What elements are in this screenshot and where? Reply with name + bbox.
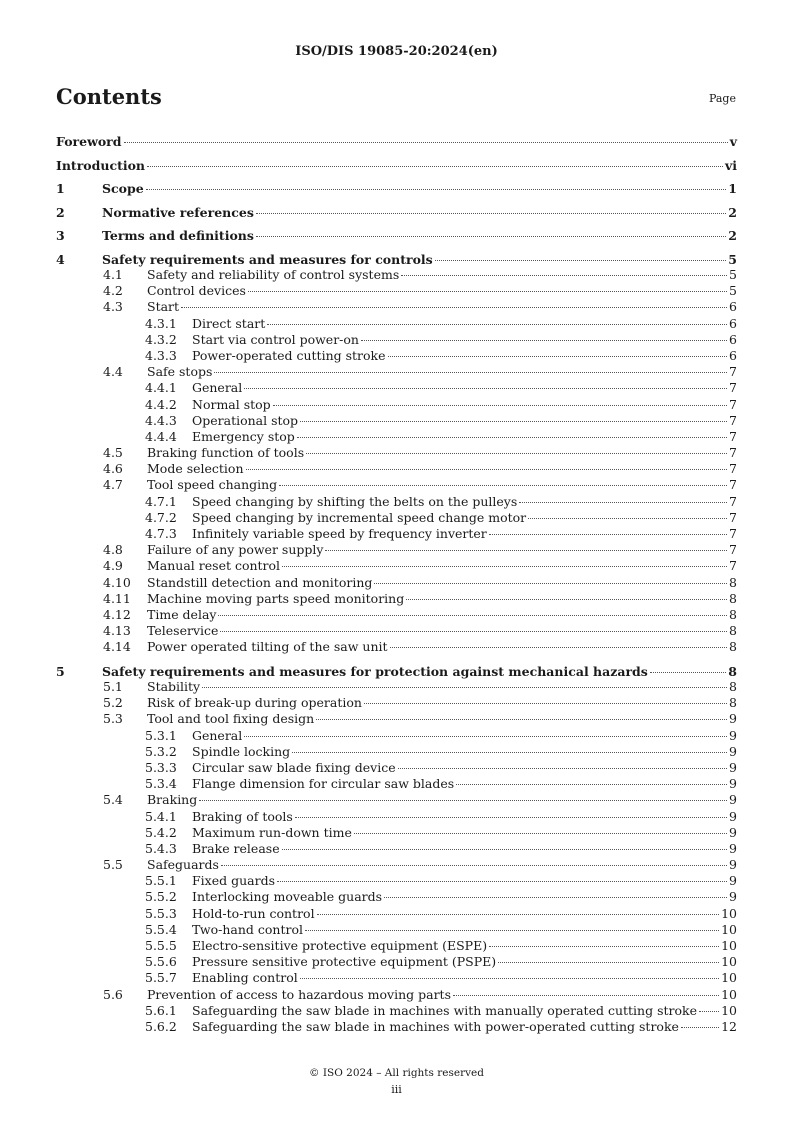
toc-entry[interactable] bbox=[56, 1003, 737, 1019]
table-of-contents bbox=[56, 130, 737, 1035]
toc-entry[interactable] bbox=[56, 177, 737, 201]
toc-entry-title: Introduction bbox=[56, 157, 146, 173]
toc-entry[interactable] bbox=[56, 728, 737, 744]
toc-entry[interactable] bbox=[56, 711, 737, 727]
toc-dot-leader bbox=[650, 672, 726, 673]
toc-entry-number: 5.6 bbox=[103, 986, 123, 1002]
toc-dot-leader bbox=[498, 962, 719, 963]
toc-entry[interactable] bbox=[56, 938, 737, 954]
toc-entry-page: 7 bbox=[729, 396, 737, 412]
toc-dot-leader bbox=[214, 372, 727, 373]
toc-entry[interactable] bbox=[56, 201, 737, 225]
toc-entry-number: 4.3.3 bbox=[145, 347, 177, 363]
toc-entry-page: 9 bbox=[729, 824, 737, 840]
toc-entry-page: 7 bbox=[729, 380, 737, 396]
toc-entry-page: 8 bbox=[729, 679, 737, 694]
toc-dot-leader bbox=[221, 865, 727, 866]
toc-entry-number: 4.7.1 bbox=[145, 493, 177, 509]
toc-entry[interactable] bbox=[56, 510, 737, 526]
toc-entry-number: 4.10 bbox=[103, 574, 131, 590]
toc-entry-page: 8 bbox=[729, 574, 737, 590]
toc-entry-page: 6 bbox=[729, 299, 737, 315]
toc-entry[interactable] bbox=[56, 332, 737, 348]
toc-entry[interactable] bbox=[56, 224, 737, 248]
toc-dot-leader bbox=[528, 518, 727, 519]
toc-entry-number: 1 bbox=[56, 181, 65, 196]
toc-entry-page: 9 bbox=[729, 857, 737, 873]
toc-dot-leader bbox=[453, 995, 719, 996]
toc-dot-leader bbox=[374, 583, 727, 584]
toc-entry-title: Tool and tool fixing design bbox=[147, 711, 315, 727]
toc-entry-page: 9 bbox=[729, 776, 737, 792]
toc-entry[interactable] bbox=[56, 607, 737, 623]
toc-entry-number: 5.5 bbox=[103, 857, 123, 873]
toc-entry-page: 6 bbox=[729, 331, 737, 347]
toc-entry-page: 7 bbox=[729, 493, 737, 509]
toc-entry-page: vi bbox=[724, 157, 737, 173]
toc-entry-title: General bbox=[192, 380, 243, 396]
toc-entry[interactable] bbox=[56, 695, 737, 711]
toc-entry-page: 1 bbox=[728, 181, 737, 196]
toc-entry-number: 4.13 bbox=[103, 623, 131, 639]
toc-entry-number: 4.6 bbox=[103, 461, 123, 477]
toc-entry-number: 3 bbox=[56, 228, 65, 243]
toc-entry-page: 10 bbox=[721, 954, 737, 970]
toc-entry[interactable] bbox=[56, 542, 737, 558]
toc-entry-number: 4.7.3 bbox=[145, 526, 177, 541]
toc-entry-number: 4.14 bbox=[103, 639, 131, 655]
toc-entry-title: Manual reset control bbox=[147, 558, 281, 574]
toc-entry-page: 6 bbox=[729, 315, 737, 331]
toc-dot-leader bbox=[317, 914, 720, 915]
toc-entry-title: Braking bbox=[147, 792, 198, 808]
toc-dot-leader bbox=[388, 356, 728, 357]
toc-dot-leader bbox=[364, 703, 727, 704]
toc-dot-leader bbox=[181, 307, 727, 308]
toc-entry[interactable] bbox=[56, 348, 737, 364]
toc-entry-number: 4.4.1 bbox=[145, 380, 177, 396]
toc-entry-title: Maximum run-down time bbox=[192, 824, 352, 840]
toc-entry-page: 7 bbox=[729, 445, 737, 461]
toc-entry-title: Power operated tilting of the saw unit bbox=[147, 639, 388, 655]
toc-entry[interactable] bbox=[56, 130, 737, 154]
toc-entry-title: Electro-sensitive protective equipment (ESPE) bbox=[192, 938, 488, 953]
toc-entry-title: Enabling control bbox=[192, 970, 298, 986]
toc-entry-number: 5.5.3 bbox=[145, 905, 177, 921]
toc-entry-number: 5.3.2 bbox=[145, 743, 177, 759]
toc-entry-number: 4.4 bbox=[103, 364, 123, 380]
toc-entry-title: Circular saw blade fixing device bbox=[192, 759, 396, 775]
toc-entry-number: 5.5.4 bbox=[145, 921, 177, 937]
toc-dot-leader bbox=[244, 736, 727, 737]
toc-dot-leader bbox=[681, 1027, 719, 1028]
toc-entry-page: 9 bbox=[729, 840, 737, 856]
toc-dot-leader bbox=[248, 291, 727, 292]
page-column-label: Page bbox=[708, 92, 736, 105]
toc-dot-leader bbox=[295, 817, 727, 818]
toc-entry-title: General bbox=[192, 727, 243, 743]
toc-entry-page: 10 bbox=[721, 905, 737, 921]
copyright-notice: © ISO 2024 – All rights reserved bbox=[309, 1067, 484, 1079]
toc-entry-page: 9 bbox=[729, 711, 737, 727]
toc-dot-leader bbox=[390, 647, 728, 648]
toc-entry-title: Flange dimension for circular saw blades bbox=[192, 776, 455, 792]
toc-dot-leader bbox=[273, 405, 727, 406]
toc-dot-leader bbox=[489, 946, 719, 947]
toc-entry-page: 7 bbox=[729, 509, 737, 525]
toc-entry-number: 5.1 bbox=[103, 679, 123, 694]
toc-entry-page: 7 bbox=[729, 542, 737, 558]
toc-entry-page: 7 bbox=[729, 364, 737, 380]
toc-entry-title: Safeguarding the saw blade in machines with power-operated cutting stroke bbox=[192, 1018, 679, 1034]
toc-entry[interactable] bbox=[56, 744, 737, 760]
toc-entry-title: Time delay bbox=[147, 606, 217, 622]
toc-dot-leader bbox=[199, 800, 727, 801]
toc-entry[interactable] bbox=[56, 429, 737, 445]
toc-entry-number: 4.1 bbox=[103, 267, 123, 282]
toc-dot-leader bbox=[124, 142, 728, 143]
toc-dot-leader bbox=[384, 897, 727, 898]
toc-entry-page: 2 bbox=[728, 228, 737, 243]
toc-entry-number: 4.8 bbox=[103, 542, 123, 558]
toc-entry-page: 12 bbox=[721, 1018, 737, 1034]
toc-entry-number: 4.7 bbox=[103, 477, 123, 493]
toc-entry-title: Safety requirements and measures for protection against mechanical hazards bbox=[102, 663, 648, 679]
toc-entry-number: 5.4 bbox=[103, 792, 123, 808]
toc-entry[interactable] bbox=[56, 154, 737, 178]
toc-entry[interactable] bbox=[56, 873, 737, 889]
toc-entry-number: 4.3.1 bbox=[145, 315, 177, 331]
toc-entry-title: Safe stops bbox=[147, 364, 213, 380]
toc-entry-page: 9 bbox=[729, 792, 737, 808]
toc-entry-page: 8 bbox=[729, 606, 737, 622]
toc-dot-leader bbox=[354, 833, 727, 834]
toc-entry[interactable] bbox=[56, 316, 737, 332]
toc-entry-title: Start via control power-on bbox=[192, 331, 359, 347]
toc-entry-page: 9 bbox=[729, 873, 737, 889]
toc-entry[interactable] bbox=[56, 591, 737, 607]
toc-entry[interactable] bbox=[56, 987, 737, 1003]
toc-dot-leader bbox=[218, 615, 727, 616]
toc-entry[interactable] bbox=[56, 558, 737, 574]
toc-entry[interactable] bbox=[56, 792, 737, 808]
toc-entry-number: 4 bbox=[56, 251, 65, 267]
toc-entry-title: Pressure sensitive protective equipment (PSPE) bbox=[192, 954, 497, 970]
toc-entry[interactable] bbox=[56, 397, 737, 413]
toc-entry-title: Teleservice bbox=[147, 623, 219, 639]
toc-entry-number: 5.6.2 bbox=[145, 1018, 177, 1034]
toc-entry[interactable] bbox=[56, 776, 737, 792]
toc-dot-leader bbox=[282, 849, 727, 850]
toc-dot-leader bbox=[300, 421, 727, 422]
toc-entry[interactable] bbox=[56, 857, 737, 873]
toc-entry[interactable] bbox=[56, 526, 737, 542]
toc-entry-number: 5 bbox=[56, 663, 65, 679]
toc-entry-title: Stability bbox=[147, 679, 201, 694]
toc-entry[interactable] bbox=[56, 760, 737, 776]
toc-entry-title: Speed changing by incremental speed change motor bbox=[192, 509, 527, 525]
toc-entry-title: Mode selection bbox=[147, 461, 244, 477]
toc-entry[interactable] bbox=[56, 889, 737, 905]
toc-entry-title: Normal stop bbox=[192, 396, 271, 412]
toc-entry[interactable] bbox=[56, 477, 737, 493]
toc-entry[interactable] bbox=[56, 623, 737, 639]
toc-entry-number: 5.4.1 bbox=[145, 808, 177, 824]
toc-entry-page: 6 bbox=[729, 347, 737, 363]
toc-entry-page: 7 bbox=[729, 526, 737, 541]
toc-entry[interactable] bbox=[56, 283, 737, 299]
toc-dot-leader bbox=[456, 784, 727, 785]
toc-entry-page: 10 bbox=[721, 921, 737, 937]
toc-entry-title: Tool speed changing bbox=[147, 477, 278, 493]
toc-entry[interactable] bbox=[56, 954, 737, 970]
toc-entry-number: 4.9 bbox=[103, 558, 123, 574]
toc-entry-title: Hold-to-run control bbox=[192, 905, 315, 921]
toc-entry-number: 4.2 bbox=[103, 283, 123, 299]
document-header: ISO/DIS 19085-20:2024(en) bbox=[295, 44, 498, 59]
page-footer bbox=[0, 1067, 793, 1096]
toc-dot-leader bbox=[316, 719, 727, 720]
toc-entry-number: 4.7.2 bbox=[145, 509, 177, 525]
toc-entry-title: Start bbox=[147, 299, 180, 315]
toc-entry-page: 8 bbox=[729, 623, 737, 639]
toc-entry-number: 5.4.2 bbox=[145, 824, 177, 840]
toc-entry-page: 9 bbox=[729, 759, 737, 775]
toc-dot-leader bbox=[202, 687, 727, 688]
toc-entry-number: 2 bbox=[56, 204, 65, 220]
toc-entry-title: Fixed guards bbox=[192, 873, 275, 889]
toc-dot-leader bbox=[305, 930, 719, 931]
toc-entry-number: 5.5.5 bbox=[145, 938, 177, 953]
toc-entry-title: Operational stop bbox=[192, 412, 299, 428]
toc-dot-leader bbox=[277, 881, 727, 882]
toc-entry[interactable] bbox=[56, 494, 737, 510]
toc-dot-leader bbox=[244, 388, 727, 389]
toc-entry-page: 8 bbox=[729, 695, 737, 711]
toc-entry-page: 7 bbox=[729, 558, 737, 574]
toc-dot-leader bbox=[146, 189, 727, 190]
toc-entry[interactable] bbox=[56, 809, 737, 825]
toc-entry-number: 4.4.3 bbox=[145, 412, 177, 428]
toc-entry-page: 2 bbox=[728, 204, 737, 220]
toc-dot-leader bbox=[282, 566, 727, 567]
toc-entry-page: 7 bbox=[729, 461, 737, 477]
toc-dot-leader bbox=[398, 768, 727, 769]
toc-entry-page: 8 bbox=[728, 663, 737, 679]
toc-entry[interactable] bbox=[56, 906, 737, 922]
toc-entry-page: 9 bbox=[729, 808, 737, 824]
toc-entry-number: 4.3.2 bbox=[145, 331, 177, 347]
toc-entry-number: 4.5 bbox=[103, 445, 123, 461]
toc-entry-number: 4.4.4 bbox=[145, 428, 177, 444]
toc-entry-number: 5.3.1 bbox=[145, 727, 177, 743]
toc-entry-page: 10 bbox=[721, 986, 737, 1002]
toc-dot-leader bbox=[256, 236, 726, 237]
toc-dot-leader bbox=[292, 752, 727, 753]
toc-entry-number: 4.3 bbox=[103, 299, 123, 315]
toc-entry-title: Terms and definitions bbox=[102, 228, 254, 243]
toc-dot-leader bbox=[406, 599, 727, 600]
toc-entry-title: Safeguards bbox=[147, 857, 219, 873]
toc-entry[interactable] bbox=[56, 461, 737, 477]
toc-entry-page: 5 bbox=[728, 251, 737, 267]
toc-dot-leader bbox=[699, 1011, 719, 1012]
toc-dot-leader bbox=[401, 275, 727, 276]
toc-entry[interactable] bbox=[56, 445, 737, 461]
toc-entry-page: 5 bbox=[729, 283, 737, 299]
toc-entry[interactable] bbox=[56, 825, 737, 841]
toc-entry[interactable] bbox=[56, 970, 737, 986]
toc-entry-page: 9 bbox=[729, 727, 737, 743]
toc-dot-leader bbox=[279, 485, 727, 486]
toc-dot-leader bbox=[256, 213, 726, 214]
toc-entry-page: 9 bbox=[729, 889, 737, 905]
page-number: iii bbox=[391, 1083, 402, 1096]
toc-dot-leader bbox=[297, 437, 727, 438]
toc-entry[interactable] bbox=[56, 639, 737, 655]
toc-dot-leader bbox=[519, 502, 727, 503]
toc-entry-page: 8 bbox=[729, 590, 737, 606]
toc-dot-leader bbox=[435, 260, 727, 261]
toc-entry-number: 5.3.3 bbox=[145, 759, 177, 775]
toc-entry-title: Brake release bbox=[192, 840, 280, 856]
toc-entry-title: Braking function of tools bbox=[147, 445, 305, 461]
toc-entry-number: 5.3 bbox=[103, 711, 123, 727]
toc-entry[interactable] bbox=[56, 380, 737, 396]
toc-entry[interactable] bbox=[56, 841, 737, 857]
toc-entry-title: Control devices bbox=[147, 283, 246, 299]
toc-entry[interactable] bbox=[56, 1019, 737, 1035]
toc-entry-number: 4.12 bbox=[103, 606, 131, 622]
toc-entry-title: Two-hand control bbox=[192, 921, 303, 937]
toc-entry-number: 5.4.3 bbox=[145, 840, 177, 856]
toc-entry-number: 5.2 bbox=[103, 695, 123, 711]
toc-dot-leader bbox=[147, 166, 723, 167]
toc-entry-title: Emergency stop bbox=[192, 428, 295, 444]
toc-entry-page: v bbox=[729, 134, 737, 149]
toc-entry-title: Scope bbox=[102, 181, 144, 196]
toc-entry[interactable] bbox=[56, 575, 737, 591]
toc-dot-leader bbox=[267, 324, 727, 325]
toc-dot-leader bbox=[300, 978, 719, 979]
toc-entry[interactable] bbox=[56, 267, 737, 283]
toc-entry-title: Interlocking moveable guards bbox=[192, 889, 383, 905]
toc-entry[interactable] bbox=[56, 299, 737, 315]
toc-entry-number: 5.5.7 bbox=[145, 970, 177, 986]
toc-entry-title: Risk of break-up during operation bbox=[147, 695, 362, 711]
toc-entry-number: 5.5.6 bbox=[145, 954, 177, 970]
toc-entry[interactable] bbox=[56, 413, 737, 429]
toc-entry-title: Direct start bbox=[192, 315, 266, 331]
toc-entry[interactable] bbox=[56, 679, 737, 695]
toc-entry-title: Power-operated cutting stroke bbox=[192, 347, 386, 363]
toc-entry-title: Normative references bbox=[102, 204, 254, 220]
toc-entry-title: Failure of any power supply bbox=[147, 542, 324, 558]
toc-entry-number: 5.6.1 bbox=[145, 1002, 177, 1018]
page-title: Contents bbox=[56, 84, 162, 109]
toc-entry-page: 7 bbox=[729, 412, 737, 428]
toc-entry-title: Infinitely variable speed by frequency inverter bbox=[192, 526, 487, 541]
toc-entry-page: 10 bbox=[721, 970, 737, 986]
toc-dot-leader bbox=[306, 453, 727, 454]
toc-entry-number: 5.5.2 bbox=[145, 889, 177, 905]
toc-entry-page: 5 bbox=[729, 267, 737, 282]
toc-entry-title: Foreword bbox=[56, 134, 122, 149]
toc-entry-number: 4.4.2 bbox=[145, 396, 177, 412]
toc-entry-page: 7 bbox=[729, 477, 737, 493]
toc-entry[interactable] bbox=[56, 364, 737, 380]
toc-dot-leader bbox=[361, 340, 727, 341]
toc-entry-title: Safety and reliability of control systems bbox=[147, 267, 400, 282]
toc-entry-number: 5.3.4 bbox=[145, 776, 177, 792]
toc-entry-page: 10 bbox=[721, 1002, 737, 1018]
toc-entry-page: 7 bbox=[729, 428, 737, 444]
toc-entry-title: Safety requirements and measures for controls bbox=[102, 251, 433, 267]
toc-entry-number: 5.5.1 bbox=[145, 873, 177, 889]
toc-entry-title: Machine moving parts speed monitoring bbox=[147, 590, 405, 606]
toc-dot-leader bbox=[220, 631, 727, 632]
toc-entry-title: Speed changing by shifting the belts on the pulleys bbox=[192, 493, 518, 509]
toc-entry-title: Spindle locking bbox=[192, 743, 291, 759]
toc-entry-title: Safeguarding the saw blade in machines with manually operated cutting stroke bbox=[192, 1002, 697, 1018]
toc-entry-title: Braking of tools bbox=[192, 808, 293, 824]
toc-entry-title: Prevention of access to hazardous moving parts bbox=[147, 986, 451, 1002]
toc-entry-title: Standstill detection and monitoring bbox=[147, 574, 373, 590]
toc-entry-page: 9 bbox=[729, 743, 737, 759]
toc-entry-page: 10 bbox=[721, 938, 737, 953]
toc-entry-number: 4.11 bbox=[103, 590, 131, 606]
toc-dot-leader bbox=[489, 534, 727, 535]
toc-entry[interactable] bbox=[56, 922, 737, 938]
toc-dot-leader bbox=[325, 550, 727, 551]
toc-dot-leader bbox=[246, 469, 728, 470]
toc-entry-page: 8 bbox=[729, 639, 737, 655]
